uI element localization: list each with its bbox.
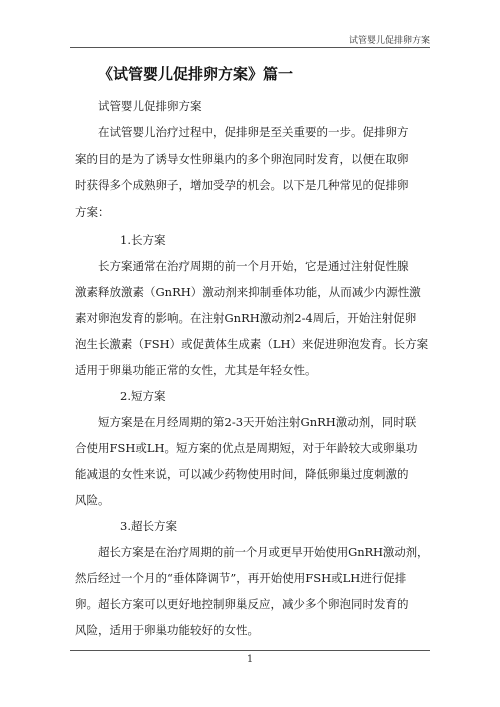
section-line: 泡生长激素（FSH）或促黄体生成素（LH）来促进卵泡发育。长方案 [75,337,429,351]
section-line: 卵。超长方案可以更好地控制卵巢反应，减少多个卵泡同时发育的 [75,597,409,611]
section-line: 短方案是在月经周期的第2-3天开始注射GnRH激动剂，同时联 [98,415,417,429]
section-line: 能减退的女性来说，可以减少药物使用时间，降低卵巢过度刺激的 [75,467,409,481]
section-line: 合使用FSH或LH。短方案的优点是周期短，对于年龄较大或卵巢功 [75,441,418,455]
document-subtitle: 试管婴儿促排卵方案 [98,99,202,113]
section-line: 长方案通常在治疗周期的前一个月开始，它是通过注射促性腺 [98,259,409,273]
page-number: 1 [246,654,254,665]
section-line: 然后经过一个月的“垂体降调节”，再开始使用FSH或LH进行促排 [75,571,407,585]
intro-line: 在试管婴儿治疗过程中，促排卵是至关重要的一步。促排卵方 [98,125,409,139]
section-line: 风险，适用于卵巢功能较好的女性。 [75,623,259,637]
section-line: 风险。 [75,493,110,507]
intro-line: 方案： [75,205,110,219]
section-line: 适用于卵巢功能正常的女性，尤其是年轻女性。 [75,363,317,377]
section-line: 激素释放激素（GnRH）激动剂来抑制垂体功能，从而减少内源性激 [75,285,421,299]
intro-line: 时获得多个成熟卵子，增加受孕的机会。以下是几种常见的促排卵 [75,178,409,192]
intro-line: 案的目的是为了诱导女性卵巢内的多个卵泡同时发育，以便在取卵 [75,152,409,166]
footer-divider [70,650,430,651]
section-heading: 3.超长方案 [120,519,177,533]
section-line: 素对卵泡发育的影响。在注射GnRH激动剂2-4周后，开始注射促卵 [75,311,417,325]
document-title: 《试管婴儿促排卵方案》篇一 [98,65,294,83]
section-heading: 1.长方案 [120,233,166,247]
section-line: 超长方案是在治疗周期的前一个月或更早开始使用GnRH激动剂， [98,545,429,559]
section-heading: 2.短方案 [120,389,166,403]
running-header: 试管婴儿促排卵方案 [348,36,430,46]
header-divider [70,47,430,48]
